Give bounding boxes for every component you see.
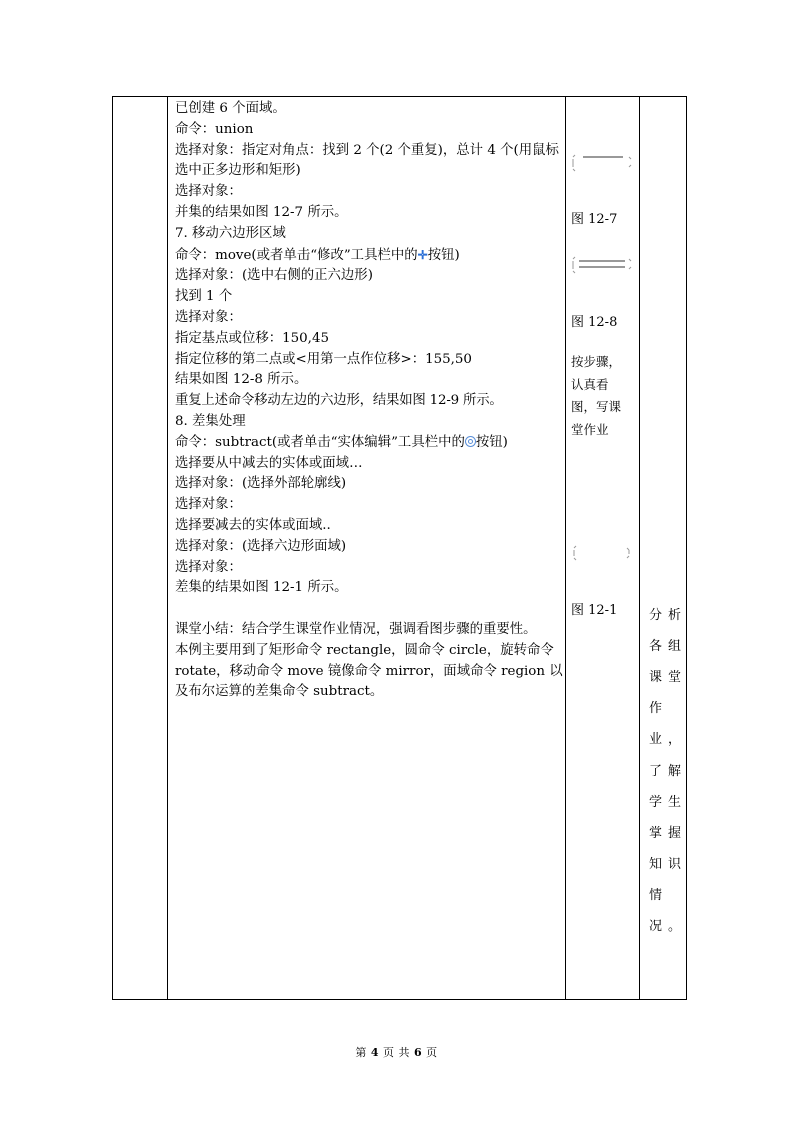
char: 分 <box>649 608 663 623</box>
text-line: 选择要从中减去的实体或面域… <box>175 455 363 471</box>
analysis-line <box>649 791 681 810</box>
text-line: 选择对象：(选中右侧的正六边形) <box>175 268 373 284</box>
char: 。 <box>667 919 681 934</box>
column-divider <box>167 97 168 999</box>
figure-12-1-thumbnail <box>571 543 635 563</box>
text-line: 命令：union <box>175 121 254 137</box>
char: 作 <box>649 701 663 716</box>
char: 析 <box>667 608 681 623</box>
char: 解 <box>667 764 681 779</box>
footer-total-pages: 6 <box>414 1046 423 1059</box>
column-divider <box>639 97 640 999</box>
char: 堂 <box>667 670 681 685</box>
page-footer <box>0 1044 793 1060</box>
text-line: 选择对象： <box>175 184 242 200</box>
move-plus-icon: ✛ <box>417 247 428 262</box>
char: 掌 <box>649 826 663 841</box>
char: 各 <box>649 639 663 654</box>
analysis-line <box>649 604 681 623</box>
teaching-note: 按步骤，认真看图，写课堂作业 <box>571 354 622 437</box>
text-line <box>175 433 565 454</box>
text-line: 并集的结果如图 12-7 所示。 <box>175 204 348 220</box>
blank-line <box>175 599 565 620</box>
figure-label: 图 12-1 <box>571 603 618 618</box>
analysis-line <box>649 915 681 934</box>
char: 况 <box>649 919 663 934</box>
text-line: 差集的结果如图 12-1 所示。 <box>175 580 348 596</box>
text-line: 选择对象： <box>175 497 242 513</box>
char: 情 <box>649 888 663 903</box>
char: 组 <box>667 639 681 654</box>
footer-suffix: 页 <box>426 1046 438 1059</box>
summary-line: 本例主要用到了矩形命令 rectangle，圆命令 circle，旋转命令 rotate，移动命令 move 镜像命令 mirror，面域命令 region 以及布尔运算的差集命令 subtract。 <box>175 642 563 700</box>
figure-label: 图 12-7 <box>571 212 618 227</box>
text-segment: 命令：subtract(或者单击“实体编辑”工具栏中的 <box>175 434 465 450</box>
text-line: 选择对象：(选择六边形面域) <box>175 538 347 554</box>
text-line <box>175 245 565 267</box>
text-segment: 按钮) <box>427 247 460 263</box>
analysis-line <box>649 760 681 779</box>
char: 握 <box>667 826 681 841</box>
text-line: 选择对象： <box>175 559 242 575</box>
char: 知 <box>649 857 663 872</box>
analysis-line <box>649 697 681 716</box>
char: 学 <box>649 795 663 810</box>
figure-12-7-thumbnail <box>571 153 635 173</box>
text-line: 选择要减去的实体或面域.. <box>175 517 331 533</box>
text-line: 8. 差集处理 <box>175 413 246 429</box>
procedure-column <box>175 99 565 703</box>
text-line: 指定基点或位移：150,45 <box>175 330 329 346</box>
char: 识 <box>667 857 681 872</box>
text-line: 7. 移动六边形区域 <box>175 225 286 241</box>
text-line: 指定位移的第二点或<用第一点作位移>：155,50 <box>175 351 472 367</box>
footer-page-number: 4 <box>370 1046 379 1059</box>
analysis-line <box>649 884 681 903</box>
analysis-line <box>649 728 681 747</box>
text-line: 重复上述命令移动左边的六边形，结果如图 12-9 所示。 <box>175 393 503 409</box>
analysis-line <box>649 853 681 872</box>
text-line: 选择对象：指定对角点：找到 2 个(2 个重复)，总计 4 个(用鼠标选中正多边形和矩形) <box>175 142 559 179</box>
char: 了 <box>649 764 663 779</box>
text-segment: 按钮) <box>475 434 508 450</box>
analysis-line <box>649 666 681 685</box>
summary-line: 课堂小结：结合学生课堂作业情况，强调看图步骤的重要性。 <box>175 621 537 637</box>
text-segment: 命令：move(或者单击“修改”工具栏中的 <box>175 247 418 263</box>
column-divider <box>565 97 566 999</box>
char: 业 <box>649 732 663 747</box>
char: 课 <box>649 670 663 685</box>
analysis-line <box>649 822 681 841</box>
figure-label: 图 12-8 <box>571 315 618 330</box>
char: ， <box>667 732 681 747</box>
lesson-table <box>112 96 687 1000</box>
figure-12-8-thumbnail <box>571 255 635 275</box>
text-line: 选择对象： <box>175 309 242 325</box>
footer-mid: 页 共 <box>383 1046 410 1059</box>
text-line: 选择对象：(选择外部轮廓线) <box>175 476 347 492</box>
footer-prefix: 第 <box>355 1046 367 1059</box>
char: 生 <box>667 795 681 810</box>
subtract-icon <box>465 436 476 447</box>
text-line: 找到 1 个 <box>175 289 233 305</box>
analysis-line <box>649 635 681 654</box>
text-line: 结果如图 12-8 所示。 <box>175 372 308 388</box>
text-line: 已创建 6 个面域。 <box>175 101 286 116</box>
